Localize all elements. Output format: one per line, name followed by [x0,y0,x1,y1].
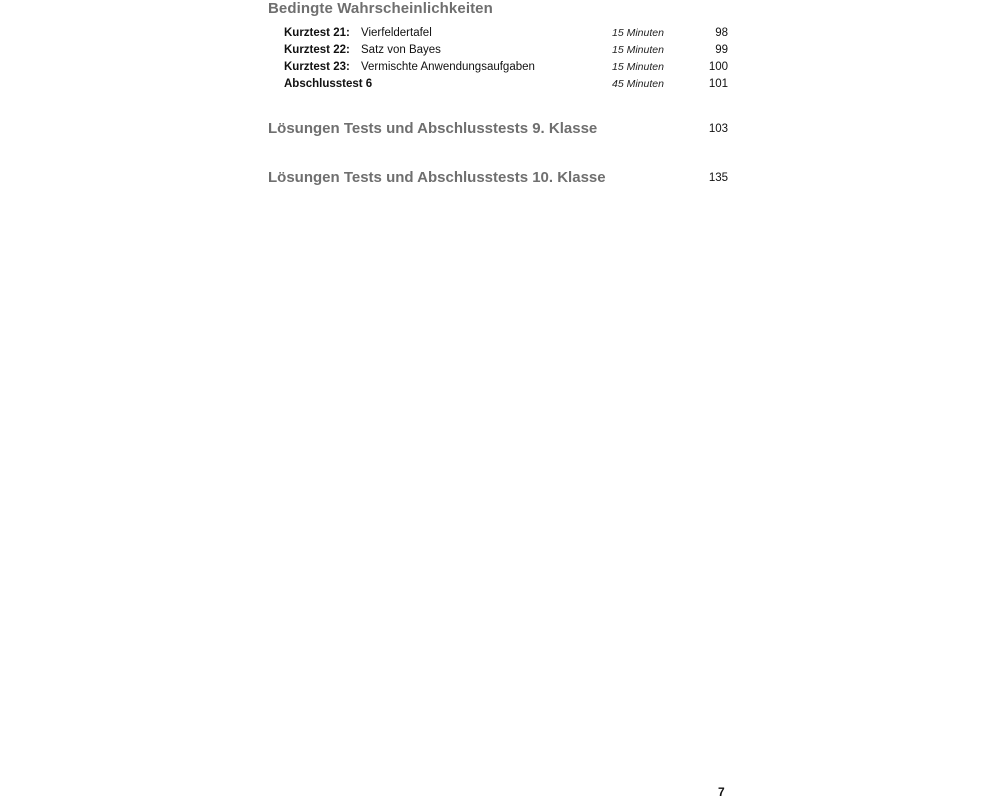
toc-entry-list [284,25,734,93]
entry-page-number: 99 [715,44,728,56]
solutions-entry [268,168,730,188]
toc-entry [284,25,734,42]
entry-duration: 15 Minuten [612,44,664,56]
entry-title: Vierfeldertafel [361,27,432,39]
toc-entry [284,76,734,93]
page-number: 7 [718,785,725,799]
solutions-title: Lösungen Tests und Abschlusstests 10. Klasse [268,169,606,186]
solutions-page-number: 135 [708,172,728,184]
entry-label: Kurztest 23: [284,61,350,73]
toc-entry [284,59,734,76]
solutions-page-number: 103 [708,123,728,135]
entry-label: Kurztest 21: [284,27,350,39]
entry-page-number: 100 [708,61,728,73]
entry-page-number: 101 [708,78,728,90]
entry-title: Vermischte Anwendungsaufgaben [361,61,535,73]
solutions-title: Lösungen Tests und Abschlusstests 9. Klasse [268,120,598,137]
entry-duration: 15 Minuten [612,61,664,73]
entry-label: Abschlusstest 6 [284,78,373,90]
entry-page-number: 98 [715,27,728,39]
entry-duration: 15 Minuten [612,27,664,39]
entry-title: Satz von Bayes [361,44,441,56]
toc-entry [284,42,734,59]
entry-label: Kurztest 22: [284,44,350,56]
section-heading: Bedingte Wahrscheinlichkeiten [268,0,493,17]
entry-duration: 45 Minuten [612,78,664,90]
solutions-entry [268,119,730,139]
